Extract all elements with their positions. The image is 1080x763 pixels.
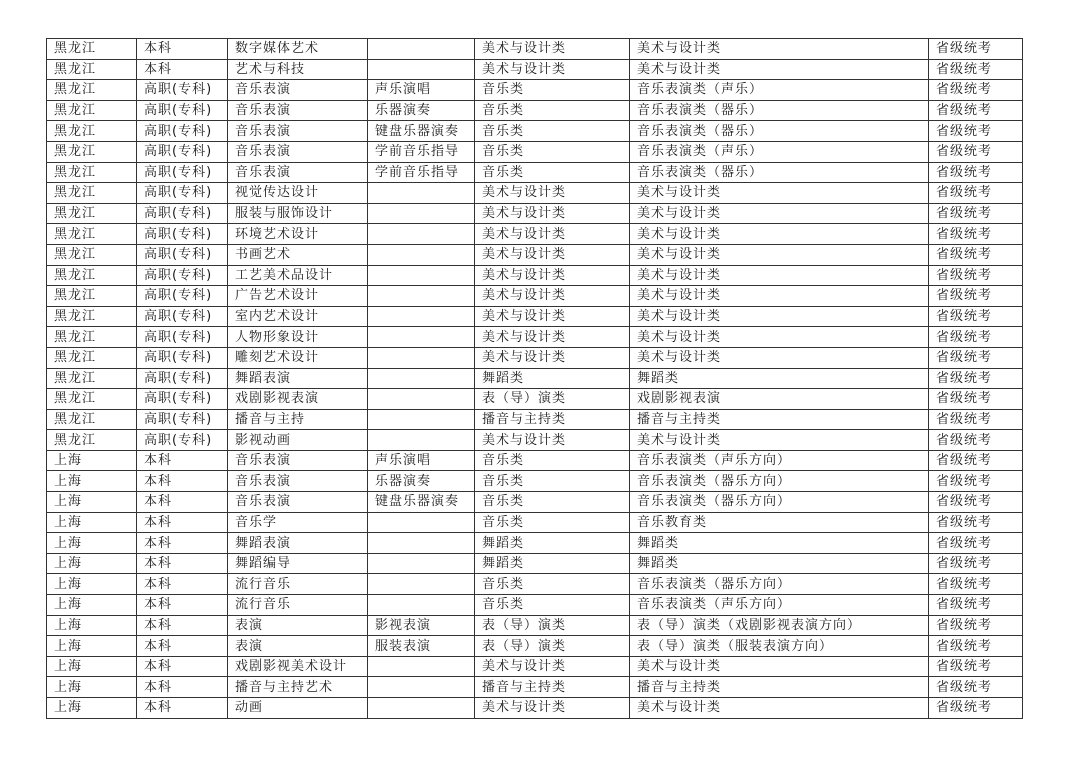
level-cell: 高职(专科) (137, 265, 228, 286)
major-cell: 表演 (228, 615, 368, 636)
direction-cell (368, 203, 475, 224)
exam-type-cell: 美术与设计类 (630, 183, 929, 204)
level-cell: 本科 (137, 492, 228, 513)
category-cell: 音乐类 (475, 512, 630, 533)
exam-type-cell: 美术与设计类 (630, 244, 929, 265)
direction-cell: 学前音乐指导 (368, 141, 475, 162)
exam-level-cell: 省级统考 (929, 265, 1023, 286)
level-cell: 本科 (137, 533, 228, 554)
province-cell: 上海 (47, 512, 137, 533)
level-cell: 高职(专科) (137, 306, 228, 327)
category-cell: 表（导）演类 (475, 389, 630, 410)
exam-level-cell: 省级统考 (929, 121, 1023, 142)
exam-level-cell: 省级统考 (929, 698, 1023, 719)
level-cell: 高职(专科) (137, 80, 228, 101)
category-cell: 美术与设计类 (475, 306, 630, 327)
exam-type-cell: 美术与设计类 (630, 39, 929, 60)
exam-level-cell: 省级统考 (929, 224, 1023, 245)
province-cell: 上海 (47, 595, 137, 616)
direction-cell: 声乐演唱 (368, 80, 475, 101)
direction-cell (368, 59, 475, 80)
direction-cell (368, 698, 475, 719)
enrollment-table (46, 38, 1023, 719)
exam-type-cell: 舞蹈类 (630, 553, 929, 574)
exam-type-cell: 音乐表演类（器乐方向） (630, 492, 929, 513)
major-cell: 人物形象设计 (228, 327, 368, 348)
direction-cell (368, 244, 475, 265)
category-cell: 美术与设计类 (475, 698, 630, 719)
exam-level-cell: 省级统考 (929, 615, 1023, 636)
category-cell: 播音与主持类 (475, 409, 630, 430)
province-cell: 上海 (47, 677, 137, 698)
table-row (47, 656, 1023, 677)
level-cell: 本科 (137, 39, 228, 60)
major-cell: 广告艺术设计 (228, 286, 368, 307)
level-cell: 高职(专科) (137, 183, 228, 204)
major-cell: 舞蹈表演 (228, 533, 368, 554)
table-row (47, 698, 1023, 719)
category-cell: 音乐类 (475, 492, 630, 513)
province-cell: 上海 (47, 636, 137, 657)
province-cell: 黑龙江 (47, 368, 137, 389)
level-cell: 高职(专科) (137, 244, 228, 265)
table-row (47, 677, 1023, 698)
direction-cell (368, 430, 475, 451)
level-cell: 高职(专科) (137, 430, 228, 451)
exam-level-cell: 省级统考 (929, 368, 1023, 389)
level-cell: 本科 (137, 574, 228, 595)
exam-type-cell: 美术与设计类 (630, 698, 929, 719)
province-cell: 上海 (47, 698, 137, 719)
exam-type-cell: 音乐表演类（器乐方向） (630, 574, 929, 595)
category-cell: 美术与设计类 (475, 327, 630, 348)
province-cell: 上海 (47, 492, 137, 513)
category-cell: 美术与设计类 (475, 224, 630, 245)
province-cell: 黑龙江 (47, 100, 137, 121)
exam-level-cell: 省级统考 (929, 100, 1023, 121)
category-cell: 美术与设计类 (475, 59, 630, 80)
category-cell: 音乐类 (475, 450, 630, 471)
direction-cell (368, 595, 475, 616)
table-row (47, 80, 1023, 101)
exam-type-cell: 播音与主持类 (630, 409, 929, 430)
level-cell: 本科 (137, 553, 228, 574)
major-cell: 音乐表演 (228, 492, 368, 513)
major-cell: 音乐学 (228, 512, 368, 533)
exam-level-cell: 省级统考 (929, 677, 1023, 698)
direction-cell: 键盘乐器演奏 (368, 121, 475, 142)
level-cell: 本科 (137, 636, 228, 657)
province-cell: 黑龙江 (47, 389, 137, 410)
table-row (47, 286, 1023, 307)
table-row (47, 574, 1023, 595)
major-cell: 室内艺术设计 (228, 306, 368, 327)
exam-type-cell: 美术与设计类 (630, 327, 929, 348)
major-cell: 舞蹈表演 (228, 368, 368, 389)
exam-level-cell: 省级统考 (929, 347, 1023, 368)
major-cell: 音乐表演 (228, 121, 368, 142)
direction-cell (368, 39, 475, 60)
table-row (47, 141, 1023, 162)
major-cell: 播音与主持艺术 (228, 677, 368, 698)
level-cell: 本科 (137, 615, 228, 636)
category-cell: 美术与设计类 (475, 265, 630, 286)
exam-level-cell: 省级统考 (929, 574, 1023, 595)
province-cell: 黑龙江 (47, 286, 137, 307)
exam-level-cell: 省级统考 (929, 327, 1023, 348)
direction-cell (368, 677, 475, 698)
province-cell: 黑龙江 (47, 121, 137, 142)
level-cell: 高职(专科) (137, 100, 228, 121)
exam-type-cell: 舞蹈类 (630, 368, 929, 389)
major-cell: 影视动画 (228, 430, 368, 451)
province-cell: 上海 (47, 471, 137, 492)
direction-cell: 乐器演奏 (368, 100, 475, 121)
exam-level-cell: 省级统考 (929, 450, 1023, 471)
major-cell: 音乐表演 (228, 80, 368, 101)
category-cell: 音乐类 (475, 162, 630, 183)
exam-type-cell: 表（导）演类（戏剧影视表演方向） (630, 615, 929, 636)
level-cell: 高职(专科) (137, 327, 228, 348)
province-cell: 上海 (47, 553, 137, 574)
province-cell: 上海 (47, 450, 137, 471)
province-cell: 黑龙江 (47, 141, 137, 162)
direction-cell (368, 553, 475, 574)
exam-type-cell: 美术与设计类 (630, 224, 929, 245)
exam-type-cell: 美术与设计类 (630, 286, 929, 307)
table-row (47, 409, 1023, 430)
province-cell: 上海 (47, 533, 137, 554)
major-cell: 工艺美术品设计 (228, 265, 368, 286)
level-cell: 高职(专科) (137, 141, 228, 162)
level-cell: 本科 (137, 512, 228, 533)
table-row (47, 430, 1023, 451)
category-cell: 表（导）演类 (475, 636, 630, 657)
province-cell: 上海 (47, 574, 137, 595)
direction-cell (368, 286, 475, 307)
province-cell: 黑龙江 (47, 59, 137, 80)
major-cell: 流行音乐 (228, 595, 368, 616)
direction-cell (368, 533, 475, 554)
table-row (47, 512, 1023, 533)
major-cell: 音乐表演 (228, 471, 368, 492)
category-cell: 音乐类 (475, 80, 630, 101)
table-row (47, 265, 1023, 286)
level-cell: 高职(专科) (137, 203, 228, 224)
direction-cell (368, 574, 475, 595)
direction-cell: 影视表演 (368, 615, 475, 636)
level-cell: 高职(专科) (137, 286, 228, 307)
level-cell: 高职(专科) (137, 389, 228, 410)
direction-cell (368, 656, 475, 677)
table-row (47, 615, 1023, 636)
category-cell: 音乐类 (475, 574, 630, 595)
province-cell: 黑龙江 (47, 80, 137, 101)
exam-level-cell: 省级统考 (929, 492, 1023, 513)
exam-level-cell: 省级统考 (929, 471, 1023, 492)
table-row (47, 39, 1023, 60)
exam-type-cell: 音乐表演类（器乐） (630, 162, 929, 183)
province-cell: 黑龙江 (47, 265, 137, 286)
direction-cell (368, 409, 475, 430)
exam-level-cell: 省级统考 (929, 244, 1023, 265)
level-cell: 本科 (137, 59, 228, 80)
category-cell: 美术与设计类 (475, 183, 630, 204)
major-cell: 音乐表演 (228, 100, 368, 121)
major-cell: 音乐表演 (228, 141, 368, 162)
level-cell: 高职(专科) (137, 409, 228, 430)
category-cell: 音乐类 (475, 471, 630, 492)
level-cell: 本科 (137, 656, 228, 677)
direction-cell (368, 265, 475, 286)
direction-cell: 服装表演 (368, 636, 475, 657)
major-cell: 数字媒体艺术 (228, 39, 368, 60)
table-row (47, 533, 1023, 554)
province-cell: 上海 (47, 615, 137, 636)
exam-level-cell: 省级统考 (929, 512, 1023, 533)
table-row (47, 121, 1023, 142)
exam-type-cell: 美术与设计类 (630, 306, 929, 327)
exam-type-cell: 美术与设计类 (630, 430, 929, 451)
province-cell: 黑龙江 (47, 409, 137, 430)
province-cell: 黑龙江 (47, 39, 137, 60)
province-cell: 黑龙江 (47, 306, 137, 327)
province-cell: 黑龙江 (47, 203, 137, 224)
direction-cell: 乐器演奏 (368, 471, 475, 492)
major-cell: 舞蹈编导 (228, 553, 368, 574)
table-row (47, 636, 1023, 657)
exam-level-cell: 省级统考 (929, 59, 1023, 80)
exam-level-cell: 省级统考 (929, 409, 1023, 430)
table-row (47, 368, 1023, 389)
exam-level-cell: 省级统考 (929, 203, 1023, 224)
table-row (47, 327, 1023, 348)
province-cell: 黑龙江 (47, 244, 137, 265)
exam-type-cell: 音乐表演类（器乐） (630, 121, 929, 142)
exam-level-cell: 省级统考 (929, 39, 1023, 60)
exam-level-cell: 省级统考 (929, 533, 1023, 554)
exam-level-cell: 省级统考 (929, 389, 1023, 410)
exam-type-cell: 音乐表演类（声乐方向） (630, 450, 929, 471)
table-row (47, 224, 1023, 245)
exam-level-cell: 省级统考 (929, 183, 1023, 204)
level-cell: 高职(专科) (137, 162, 228, 183)
exam-type-cell: 表（导）演类（服装表演方向） (630, 636, 929, 657)
table-row (47, 59, 1023, 80)
category-cell: 美术与设计类 (475, 430, 630, 451)
major-cell: 书画艺术 (228, 244, 368, 265)
major-cell: 环境艺术设计 (228, 224, 368, 245)
category-cell: 音乐类 (475, 100, 630, 121)
province-cell: 黑龙江 (47, 347, 137, 368)
table-row (47, 306, 1023, 327)
table-row (47, 203, 1023, 224)
table-row (47, 183, 1023, 204)
table-row (47, 162, 1023, 183)
exam-type-cell: 美术与设计类 (630, 203, 929, 224)
province-cell: 黑龙江 (47, 162, 137, 183)
direction-cell (368, 347, 475, 368)
level-cell: 高职(专科) (137, 347, 228, 368)
table-row (47, 347, 1023, 368)
major-cell: 戏剧影视表演 (228, 389, 368, 410)
direction-cell: 键盘乐器演奏 (368, 492, 475, 513)
major-cell: 表演 (228, 636, 368, 657)
category-cell: 舞蹈类 (475, 553, 630, 574)
direction-cell (368, 224, 475, 245)
direction-cell (368, 327, 475, 348)
level-cell: 本科 (137, 698, 228, 719)
province-cell: 黑龙江 (47, 327, 137, 348)
table-row (47, 471, 1023, 492)
direction-cell (368, 389, 475, 410)
category-cell: 美术与设计类 (475, 39, 630, 60)
exam-level-cell: 省级统考 (929, 306, 1023, 327)
exam-level-cell: 省级统考 (929, 553, 1023, 574)
major-cell: 流行音乐 (228, 574, 368, 595)
major-cell: 视觉传达设计 (228, 183, 368, 204)
table-row (47, 389, 1023, 410)
major-cell: 动画 (228, 698, 368, 719)
table-row (47, 553, 1023, 574)
exam-level-cell: 省级统考 (929, 595, 1023, 616)
direction-cell (368, 183, 475, 204)
category-cell: 美术与设计类 (475, 203, 630, 224)
exam-type-cell: 播音与主持类 (630, 677, 929, 698)
province-cell: 黑龙江 (47, 183, 137, 204)
exam-type-cell: 音乐教育类 (630, 512, 929, 533)
province-cell: 黑龙江 (47, 430, 137, 451)
category-cell: 音乐类 (475, 141, 630, 162)
exam-type-cell: 音乐表演类（声乐） (630, 80, 929, 101)
direction-cell (368, 368, 475, 389)
level-cell: 高职(专科) (137, 368, 228, 389)
category-cell: 美术与设计类 (475, 244, 630, 265)
exam-type-cell: 音乐表演类（器乐） (630, 100, 929, 121)
category-cell: 音乐类 (475, 121, 630, 142)
level-cell: 本科 (137, 450, 228, 471)
direction-cell: 声乐演唱 (368, 450, 475, 471)
major-cell: 雕刻艺术设计 (228, 347, 368, 368)
table-row (47, 244, 1023, 265)
exam-type-cell: 美术与设计类 (630, 347, 929, 368)
exam-level-cell: 省级统考 (929, 430, 1023, 451)
direction-cell (368, 306, 475, 327)
major-cell: 播音与主持 (228, 409, 368, 430)
level-cell: 本科 (137, 595, 228, 616)
exam-level-cell: 省级统考 (929, 162, 1023, 183)
exam-type-cell: 音乐表演类（器乐方向） (630, 471, 929, 492)
exam-type-cell: 美术与设计类 (630, 656, 929, 677)
category-cell: 美术与设计类 (475, 347, 630, 368)
table-row (47, 450, 1023, 471)
table-row (47, 595, 1023, 616)
category-cell: 舞蹈类 (475, 368, 630, 389)
exam-type-cell: 戏剧影视表演 (630, 389, 929, 410)
category-cell: 美术与设计类 (475, 656, 630, 677)
major-cell: 戏剧影视美术设计 (228, 656, 368, 677)
major-cell: 音乐表演 (228, 450, 368, 471)
exam-type-cell: 舞蹈类 (630, 533, 929, 554)
category-cell: 播音与主持类 (475, 677, 630, 698)
province-cell: 上海 (47, 656, 137, 677)
level-cell: 本科 (137, 677, 228, 698)
table-body (47, 39, 1023, 719)
direction-cell: 学前音乐指导 (368, 162, 475, 183)
category-cell: 美术与设计类 (475, 286, 630, 307)
direction-cell (368, 512, 475, 533)
exam-level-cell: 省级统考 (929, 80, 1023, 101)
exam-type-cell: 美术与设计类 (630, 265, 929, 286)
major-cell: 音乐表演 (228, 162, 368, 183)
exam-type-cell: 美术与设计类 (630, 59, 929, 80)
level-cell: 高职(专科) (137, 121, 228, 142)
exam-level-cell: 省级统考 (929, 656, 1023, 677)
table-row (47, 492, 1023, 513)
exam-level-cell: 省级统考 (929, 286, 1023, 307)
level-cell: 高职(专科) (137, 224, 228, 245)
exam-type-cell: 音乐表演类（声乐方向） (630, 595, 929, 616)
level-cell: 本科 (137, 471, 228, 492)
exam-type-cell: 音乐表演类（声乐） (630, 141, 929, 162)
major-cell: 服装与服饰设计 (228, 203, 368, 224)
table-row (47, 100, 1023, 121)
province-cell: 黑龙江 (47, 224, 137, 245)
major-cell: 艺术与科技 (228, 59, 368, 80)
category-cell: 舞蹈类 (475, 533, 630, 554)
category-cell: 音乐类 (475, 595, 630, 616)
exam-level-cell: 省级统考 (929, 141, 1023, 162)
exam-level-cell: 省级统考 (929, 636, 1023, 657)
category-cell: 表（导）演类 (475, 615, 630, 636)
